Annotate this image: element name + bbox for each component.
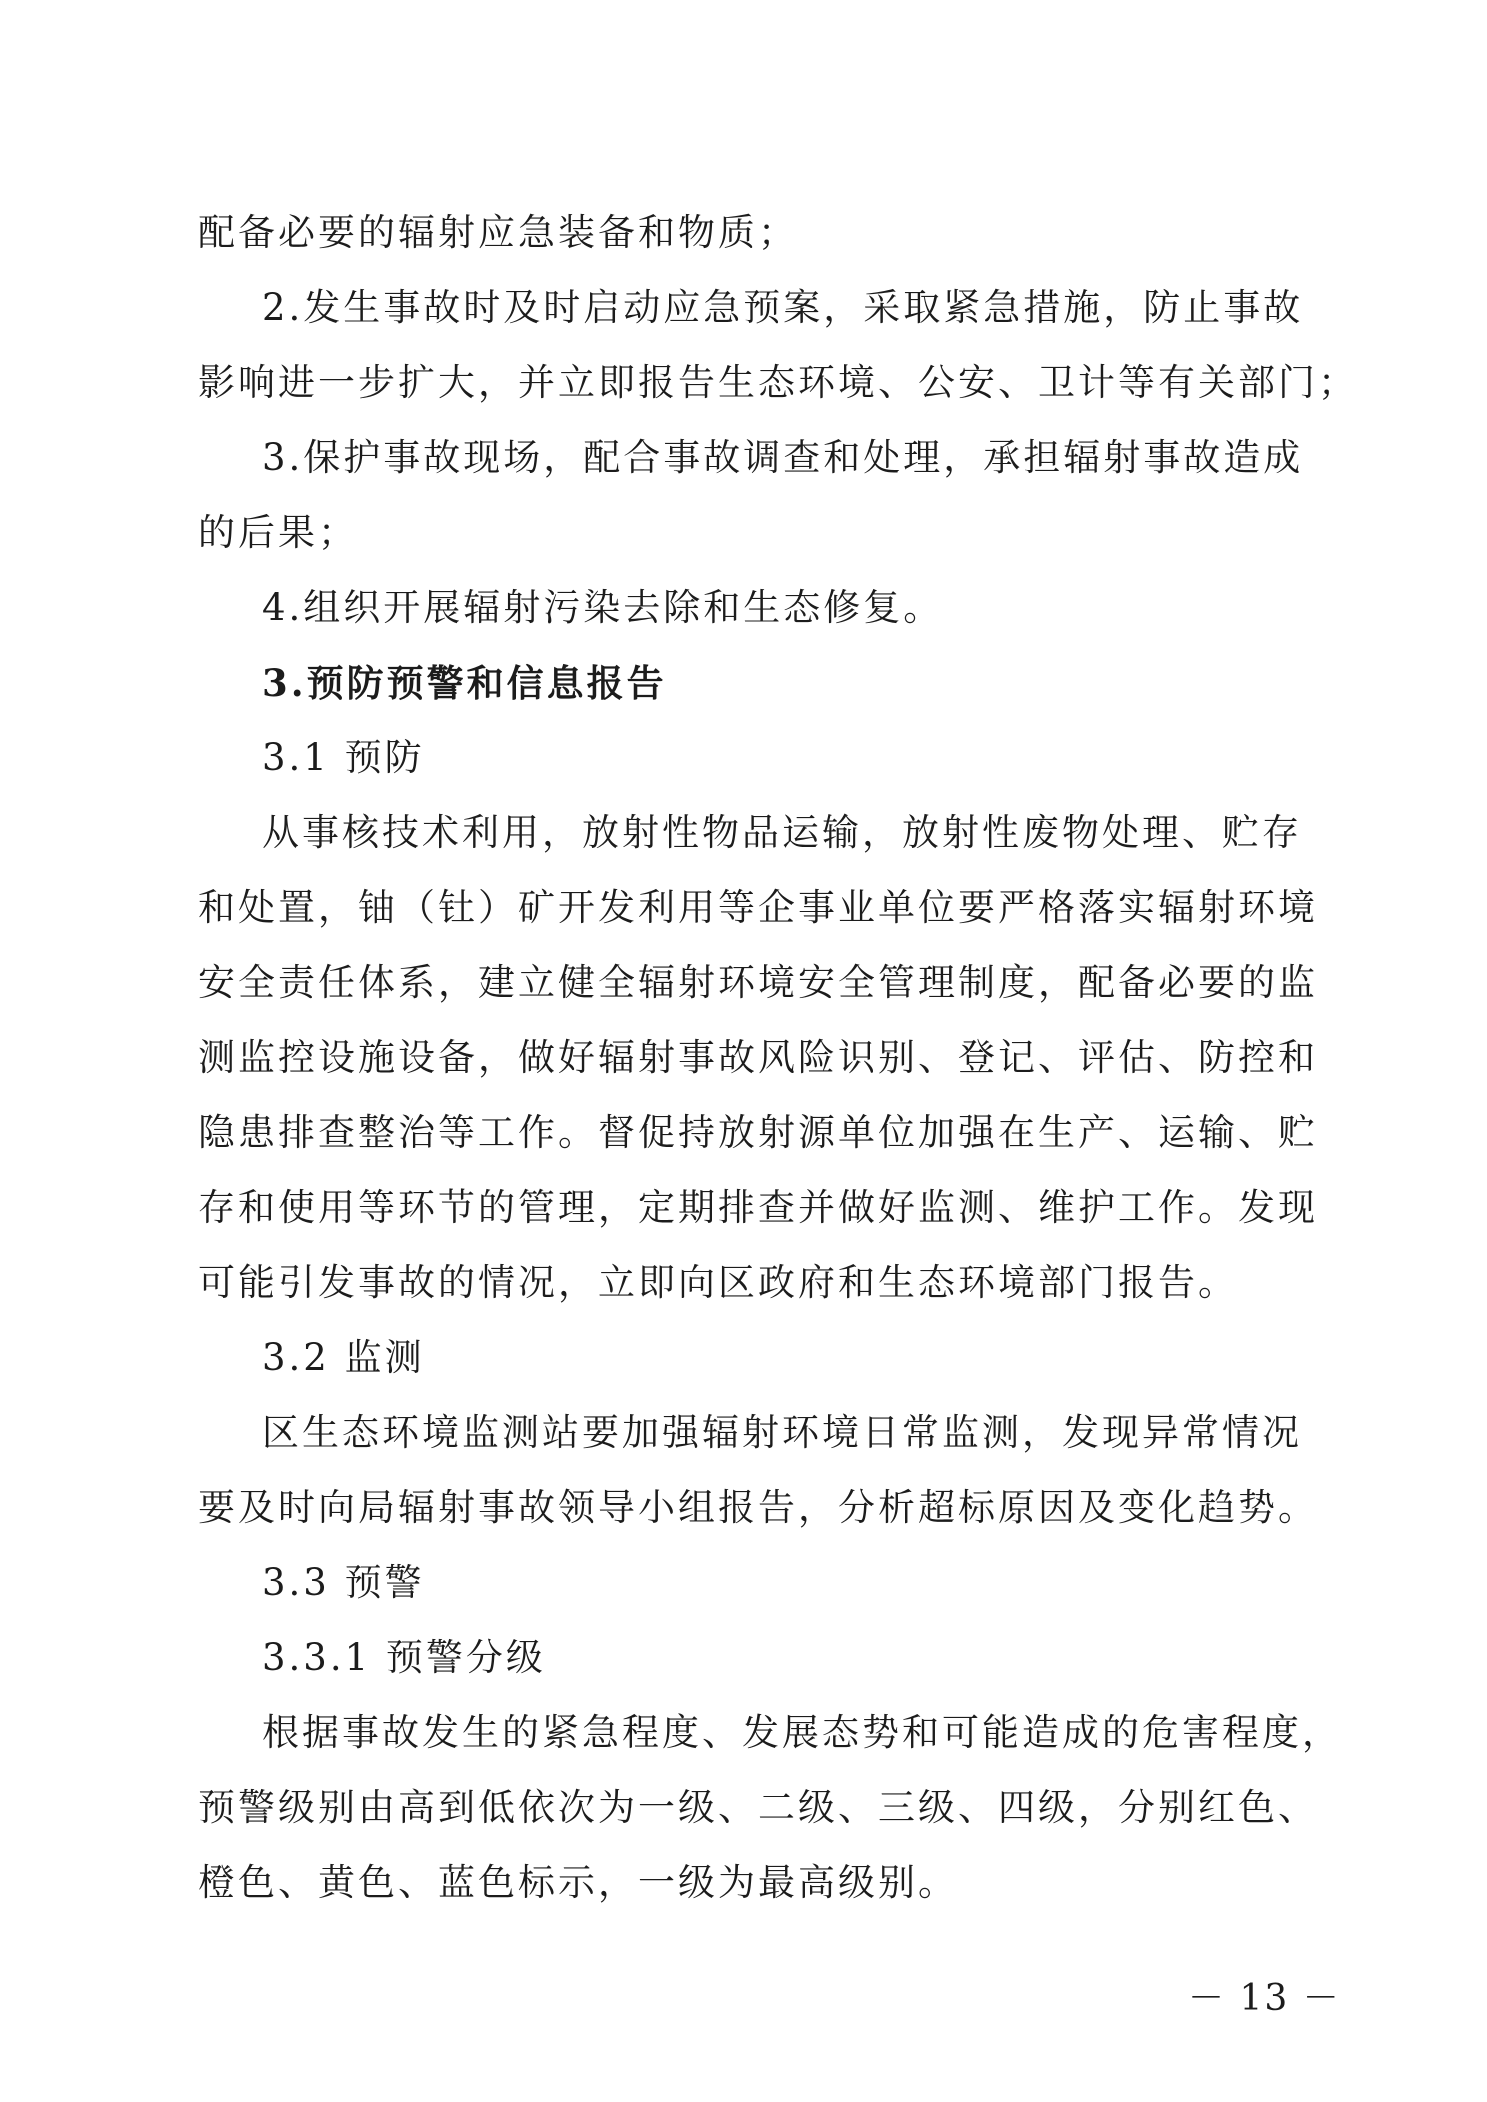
paragraph-line: 根据事故发生的紧急程度、发展态势和可能造成的危害程度， — [262, 1711, 1342, 1754]
paragraph-line: 预警级别由高到低依次为一级、二级、三级、四级，分别红色、 — [198, 1786, 1318, 1829]
paragraph-line: 和处置，铀（钍）矿开发利用等企事业单位要严格落实辐射环境 — [198, 886, 1318, 929]
list-item-4: 4.组织开展辐射污染去除和生态修复。 — [262, 586, 944, 629]
page-number: － 13 － — [1188, 1978, 1341, 2019]
section-heading-3: 3.预防预警和信息报告 — [262, 661, 667, 705]
paragraph-line: 从事核技术利用，放射性物品运输，放射性废物处理、贮存 — [262, 811, 1302, 854]
subsection-heading-3-2: 3.2 监测 — [262, 1336, 425, 1379]
paragraph-line: 安全责任体系，建立健全辐射环境安全管理制度，配备必要的监 — [198, 961, 1318, 1004]
subsection-heading-3-3: 3.3 预警 — [262, 1561, 425, 1604]
body-line: 配备必要的辐射应急装备和物质； — [198, 211, 798, 254]
subsection-heading-3-3-1: 3.3.1 预警分级 — [262, 1636, 546, 1679]
paragraph-line: 存和使用等环节的管理，定期排查并做好监测、维护工作。发现 — [198, 1186, 1318, 1229]
paragraph-line: 橙色、黄色、蓝色标示，一级为最高级别。 — [198, 1861, 958, 1904]
paragraph-line: 可能引发事故的情况，立即向区政府和生态环境部门报告。 — [198, 1261, 1238, 1304]
paragraph-line: 隐患排查整治等工作。督促持放射源单位加强在生产、运输、贮 — [198, 1111, 1318, 1154]
list-item-2: 2.发生事故时及时启动应急预案，采取紧急措施，防止事故 — [262, 286, 1304, 329]
paragraph-line: 要及时向局辐射事故领导小组报告，分析超标原因及变化趋势。 — [198, 1486, 1318, 1529]
body-line: 的后果； — [198, 511, 358, 554]
paragraph-line: 区生态环境监测站要加强辐射环境日常监测，发现异常情况 — [262, 1411, 1302, 1454]
list-item-3: 3.保护事故现场，配合事故调查和处理，承担辐射事故造成 — [262, 436, 1304, 479]
body-line: 影响进一步扩大，并立即报告生态环境、公安、卫计等有关部门； — [198, 361, 1358, 404]
subsection-heading-3-1: 3.1 预防 — [262, 736, 425, 779]
paragraph-line: 测监控设施设备，做好辐射事故风险识别、登记、评估、防控和 — [198, 1036, 1318, 1079]
